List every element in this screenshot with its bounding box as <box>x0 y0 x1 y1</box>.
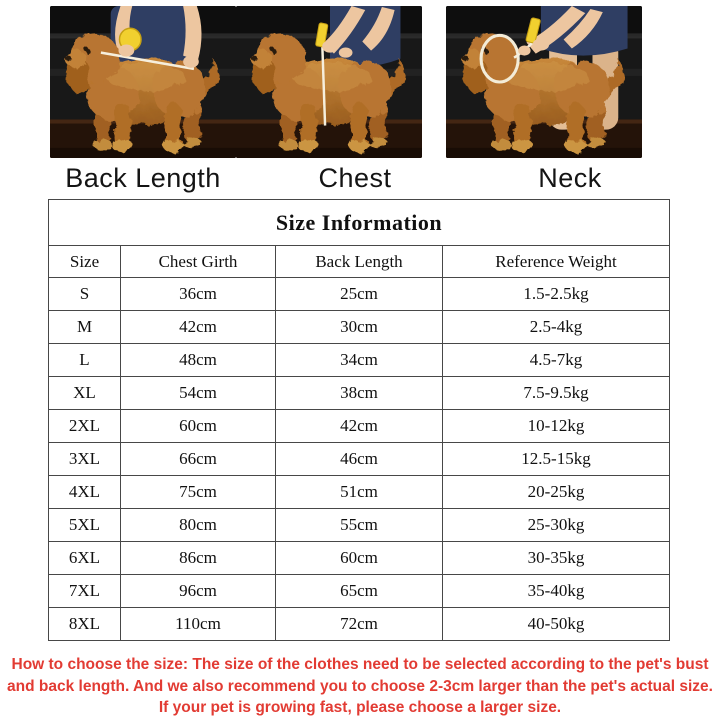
table-cell: 12.5-15kg <box>443 443 670 476</box>
how-to-choose-note <box>0 654 720 719</box>
table-cell: 72cm <box>276 608 443 641</box>
note-line-2: and back length. And we also recommend you to choose 2-3cm larger than the pet's actual size. <box>7 677 713 695</box>
table-cell: 36cm <box>121 278 276 311</box>
table-cell: 38cm <box>276 377 443 410</box>
table-cell: 20-25kg <box>443 476 670 509</box>
table-cell: 60cm <box>121 410 276 443</box>
dog-chest-illustration <box>236 6 422 158</box>
size-information-table <box>48 199 670 641</box>
table-cell: 30cm <box>276 311 443 344</box>
note-line-1: How to choose the size: The size of the clothes need to be selected according to the pet's bust <box>11 656 709 673</box>
table-cell: S <box>49 278 121 311</box>
size-table-body <box>49 278 670 641</box>
measurement-labels-row <box>0 158 720 198</box>
table-row <box>49 509 670 542</box>
note-line-3: If your pet is growing fast, please choose a larger size. <box>158 699 562 716</box>
table-row <box>49 311 670 344</box>
table-cell: 55cm <box>276 509 443 542</box>
dog-neck-illustration <box>446 6 642 158</box>
table-cell: 65cm <box>276 575 443 608</box>
table-cell: 42cm <box>276 410 443 443</box>
dog-back-length-illustration <box>50 6 236 158</box>
table-cell: 3XL <box>49 443 121 476</box>
table-row <box>49 410 670 443</box>
table-cell: M <box>49 311 121 344</box>
table-row <box>49 443 670 476</box>
table-row <box>49 575 670 608</box>
table-cell: 2.5-4kg <box>443 311 670 344</box>
label-back-length: Back Length <box>65 162 221 193</box>
table-cell: 46cm <box>276 443 443 476</box>
table-cell: 25-30kg <box>443 509 670 542</box>
table-cell: L <box>49 344 121 377</box>
size-table-header-row <box>49 246 670 278</box>
table-cell: 42cm <box>121 311 276 344</box>
table-cell: 4.5-7kg <box>443 344 670 377</box>
measurement-photos-row <box>0 0 720 158</box>
label-chest: Chest <box>318 162 392 193</box>
column-header: Back Length <box>276 246 443 278</box>
table-cell: 5XL <box>49 509 121 542</box>
table-row <box>49 377 670 410</box>
table-cell: XL <box>49 377 121 410</box>
table-cell: 80cm <box>121 509 276 542</box>
table-row <box>49 542 670 575</box>
table-cell: 66cm <box>121 443 276 476</box>
column-header: Reference Weight <box>443 246 670 278</box>
table-cell: 7XL <box>49 575 121 608</box>
table-cell: 110cm <box>121 608 276 641</box>
table-cell: 25cm <box>276 278 443 311</box>
table-cell: 4XL <box>49 476 121 509</box>
table-cell: 35-40kg <box>443 575 670 608</box>
table-cell: 1.5-2.5kg <box>443 278 670 311</box>
label-neck: Neck <box>538 162 602 193</box>
table-row <box>49 608 670 641</box>
table-cell: 7.5-9.5kg <box>443 377 670 410</box>
photo-back-length <box>50 6 236 158</box>
table-cell: 10-12kg <box>443 410 670 443</box>
column-header: Chest Girth <box>121 246 276 278</box>
table-cell: 51cm <box>276 476 443 509</box>
table-cell: 6XL <box>49 542 121 575</box>
table-row <box>49 278 670 311</box>
table-cell: 75cm <box>121 476 276 509</box>
table-row <box>49 344 670 377</box>
table-cell: 96cm <box>121 575 276 608</box>
table-cell: 48cm <box>121 344 276 377</box>
photo-neck <box>446 6 642 158</box>
photo-chest <box>236 6 422 158</box>
table-cell: 8XL <box>49 608 121 641</box>
table-title-row <box>49 200 670 246</box>
table-cell: 86cm <box>121 542 276 575</box>
column-header: Size <box>49 246 121 278</box>
table-cell: 34cm <box>276 344 443 377</box>
table-row <box>49 476 670 509</box>
table-cell: 2XL <box>49 410 121 443</box>
table-cell: 30-35kg <box>443 542 670 575</box>
table-cell: 60cm <box>276 542 443 575</box>
table-cell: 40-50kg <box>443 608 670 641</box>
table-cell: 54cm <box>121 377 276 410</box>
table-title: Size Information <box>49 200 670 246</box>
